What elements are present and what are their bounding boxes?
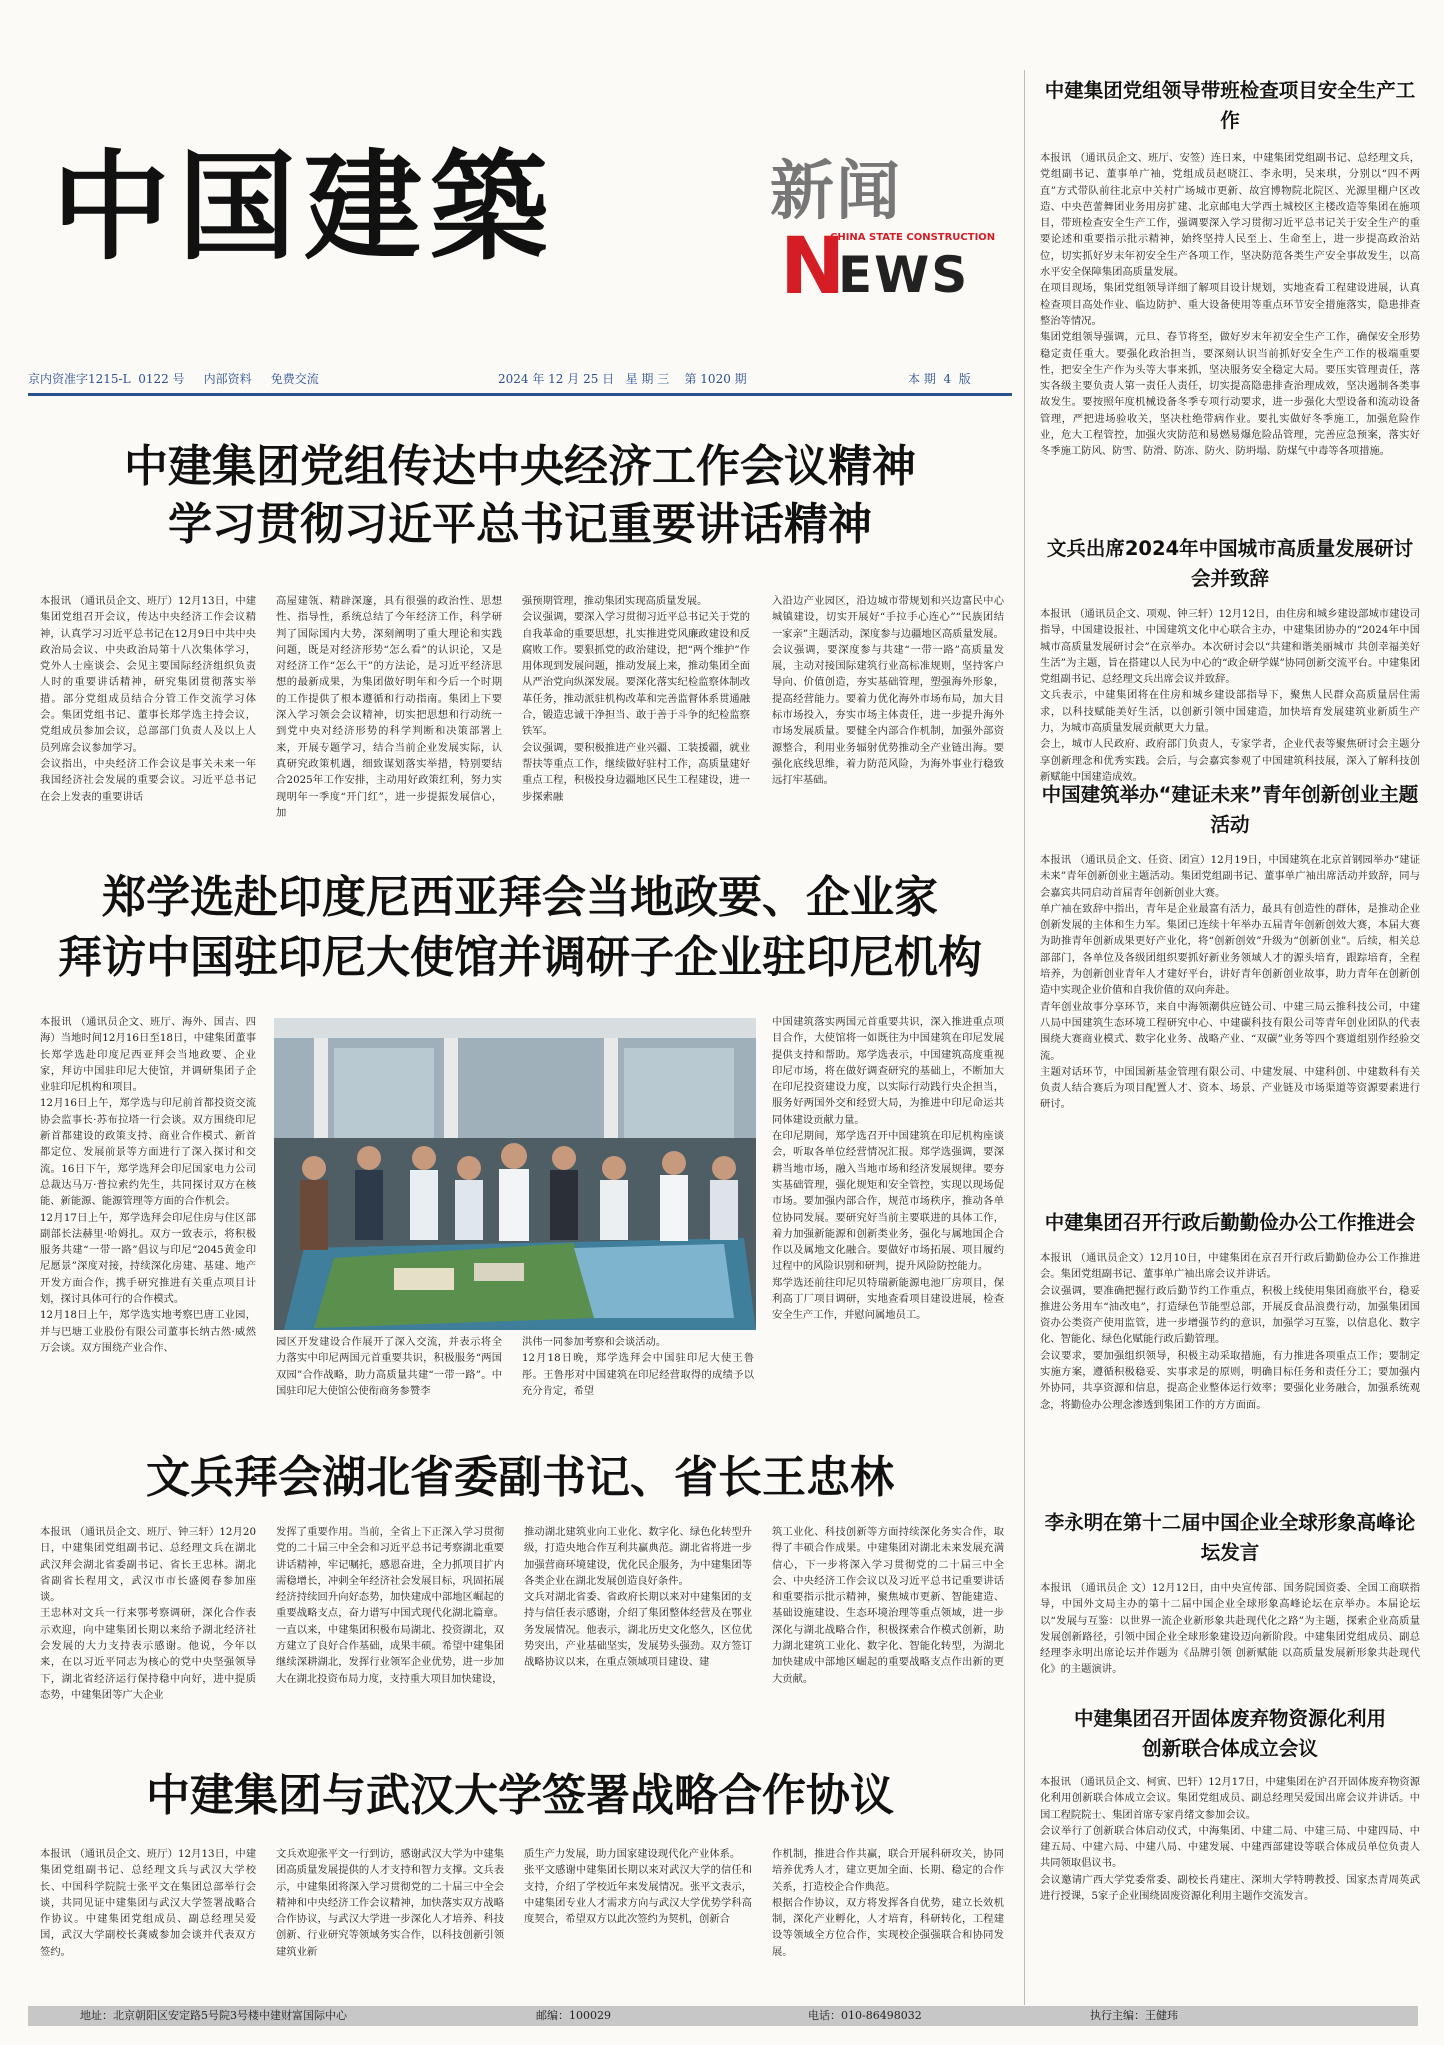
r4-body: 本报讯 （通讯员企文）12月10日，中建集团在京召开行政后勤勤俭办公工作推进会。集团党组副书记、董事单广袖出席会议并讲话。 会议强调，要准确把握行政后勤节约工作重点，积极上线使用集团商旅平台，稳妥推进公务用车“油改电”，打造绿色节能型总部，开展反食品浪费行动，加强集团国资办公类资产使用监管，进一步增强节约的意识，加强学习互鉴，以信息化、数字化、智能化、绿色化赋能行政后勤管理。 会议要求，要加强组织领导，积极主动采取措施，有力推进各项重点工作；要制定实施方案，遵循积极稳妥、实事求是的原则，明确目标任务和责任分工；要加强内外协同，共享资源和信息，提高企业整体运行效率；要强化业务融合，加强系统观念，将勤俭办公理念渗透到集团工作的方方面面。 (1040, 1252, 1420, 1411)
a2-col4 (772, 1014, 1004, 1406)
a3-col4-text: 筑工业化、科技创新等方面持续深化务实合作，取得了丰硕合作成果。中建集团对湖北未来发展充满信心，下一步将深入学习贯彻党的二十届三中全会、中央经济工作会议以及习近平总书记重要讲话和重要指示批示精神，聚焦城市更新、智能建造、基础设施建设、生态环境治理等重点领域，进一步深化与湖北战略合作，积极探索合作模式创新，助力湖北建筑工业化、数字化、智能化转型，为湖北加快建成中部地区崛起的重要战略支点作出新的更大贡献。 (772, 1526, 1004, 1685)
a1-title-line1: 中建集团党组传达中央经济工作会议精神 (124, 441, 916, 492)
masthead-title-text: 中国建築 (52, 138, 557, 276)
a1-col2 (276, 593, 502, 819)
info-left: 京内资准字1215-L 0122 号 内部资料 免费交流 (28, 372, 319, 386)
masthead-xinwen: 新闻 (770, 154, 902, 229)
masthead-title (52, 138, 652, 278)
a1-col3-text: 强预期管理，推动集团实现高质量发展。 会议强调，要深入学习贯彻习近平总书记关于党的自我革命的重要思想，扎实推进党风廉政建设和反腐败工作。要狠抓党的政治建设，把“两个维护”作用体现到发展问题，推动发展上来，推动集团全面从严治党向纵深发展。要深化落实纪检监察体制改革任务，推动派驻机构改革和完善监督体系贯通融合，锻造忠诚干净担当、敢于善于斗争的纪检监察铁军。 会议强调，要积极推进产业兴疆、工装援疆，就业帮扶等重点工作，继续做好驻村工作，高质量建好重点工程，积极投身边疆地区民生工程建设，进一步探索融 (522, 595, 750, 803)
right-article-4 (1040, 1208, 1420, 1498)
a4-col4 (772, 1846, 1004, 1986)
right-article-6 (1040, 1704, 1420, 1996)
footer-bar (28, 2006, 1418, 2026)
masthead-rule (28, 393, 1012, 396)
a2-title-line2: 拜访中国驻印尼大使馆并调研子企业驻印尼机构 (58, 932, 982, 983)
r6-body: 本报讯 （通讯员企文、柯寅、巴轩）12月17日，中建集团在沪召开固体废弃物资源化利用创新联合体成立会议。集团党组成员、副总经理吴爱国出席会议并讲话。中国工程院院士、集团首席专家肖绪文参加会议。 会议举行了创新联合体启动仪式，中海集团、中建二局、中建三局、中建四局、中建五局、中建六局、中建八局、中建发展、中建西部建设等联合体成员单位负责人共同领取倡议书。 会议邀请广西大学党委常委、副校长肖建庄、深圳大学特聘教授、国家杰青周英武进行授课，5家子企业围绕固废资源化利用主题作交流发言。 (1040, 1776, 1420, 1903)
a2-headline (28, 868, 1012, 988)
right-article-2 (1040, 534, 1420, 783)
r6-title-line1: 中建集团召开固体废弃物资源化利用 (1073, 1707, 1386, 1730)
a3-headline: 文兵拜会湖北省委副书记、省长王忠林 (146, 1452, 894, 1503)
r3-headline: 中国建筑举办“建证未来”青年创新创业主题活动 (1041, 783, 1419, 836)
a4-col2 (276, 1846, 504, 1986)
a4-col1 (40, 1846, 256, 1986)
a1-col1 (40, 593, 256, 813)
masthead-info-bar (28, 370, 1008, 390)
a4-col3-text: 质生产力发展，助力国家建设现代化产业体系。 张平文感谢中建集团长期以来对武汉大学的信任和支持，介绍了学校近年来发展情况。张平文表示，中建集团专业人才需求方向与武汉大学优势学科高度契合，希望双方以此次签约为契机，创新合 (524, 1848, 752, 1926)
right-article-5 (1040, 1508, 1420, 1684)
masthead-en: CHINA STATE CONSTRUCTION (830, 232, 996, 243)
a4-col4-text: 作机制，推进合作共赢，联合开展科研攻关，协同培养优秀人才，建立更加全面、长期、稳定的合作关系，打造校企合作典范。 根据合作协议，双方将发挥各自优势，建立长效机制，深化产业孵化，人才培育，科研转化，工程建设等领域全方位合作，实现校企强强联合和协同发展。 (772, 1848, 1004, 1958)
a4-col2-text: 文兵欢迎张平文一行到访，感谢武汉大学为中建集团高质量发展提供的人才支持和智力支撑。文兵表示，中建集团将深入学习贯彻党的二十届三中全会精神和中央经济工作会议精神，加快落实双方战略合作协议，与武汉大学进一步深化人才培养、科技创新、行业研究等领域务实合作，以科技创新引领建筑业新 (276, 1848, 504, 1958)
info-pages: 本 期 4 版 (908, 372, 971, 386)
footer-phone: 电话：010-86498032 (808, 2009, 922, 2022)
a4-col1-text: 本报讯 （通讯员企文、班厅）12月13日，中建集团党组副书记、总经理文兵与武汉大学校长、中国科学院院士张平文在集团总部举行会谈，共同见证中建集团与武汉大学签署战略合作协议。中建集团党组成员、副总经理吴爱国，武汉大学副校长龚威参加会谈并代表双方签约。 (40, 1848, 256, 1958)
a1-col4-text: 入沿边产业园区，沿边城市带规划和兴边富民中心城镇建设，切实开展好“手拉手心连心”“民族团结一家亲”主题活动，深度参与边疆地区高质量发展。 会议强调，要深度参与共建“一带一路”高质量发展，主动对接国际建筑行业高标准规则，坚持客户导向、价值创造，夯实基础管理，塑强海外形象，提高经营能力。要着力优化海外市场布局，加大目标市场投入，夯实市场主体责任，进一步提升海外市场发展质量。要健全内部合作机制，加强外部资源整合，利用业务辐射优势推动全产业链出海。要强化底线思维，着力防范风险，为海外事业行稳致远打牢基础。 (772, 595, 1004, 787)
a2-col1-text: 本报讯 （通讯员企文、班厅、海外、国吉、四海）当地时间12月16日至18日，中建集团董事长郑学选赴印度尼西亚拜会当地政要、企业家，拜访中国驻印尼大使馆，并调研集团子企业驻印尼机构和项目。 12月16日上午，郑学选与印尼前首都投资交流协会监事长·苏布拉塔一行会谈。双方围绕印尼新首都建设的政策支持、商业合作模式、新首都定位、发展前景等方面进行了深入探讨和交流。16日下午，郑学选拜会印尼国家电力公司总裁达马万·普拉索约先生，共同探讨双方在核能、新能源、能源管理等方面的合作机会。 12月17日上午，郑学选拜会印尼住房与住区部副部长法赫里·哈姆扎。双方一致表示，将积极服务共建“一带一路”倡议与印尼“2045黄金印尼愿景”深度对接，持续深化房建、基建、地产开发方面合作，携手研究推进有关重点项目计划，探讨具体可行的合作模式。 12月18日上午，郑学选实地考察巴唐工业园，并与巴塘工业股份有限公司董事长纳古然·威然万会谈。双方围绕产业合作、 (40, 1016, 256, 1354)
a2-caption (276, 1334, 502, 1406)
r1-body: 本报讯 （通讯员企文、班厅、安签）连日来，中建集团党组副书记、总经理文兵，党组副书记、董事单广袖，党组成员赵晓江、李永明，吴来琪，分别以“四不两直”方式带队前往北京中关村广场城市更新、故宫博物院北院区、光源里棚户区改造、中央芭蕾舞团业务用房扩建、北京邮电大学西土城校区主楼改造等集团在施项目，带班检查安全生产工作，强调要深入学习贯彻习近平总书记关于安全生产的重要论述和重要指示批示精神，始终坚持人民至上、生命至上，进一步提高政治站位，切实抓好岁末年初安全生产各项工作，坚决防范各类生产安全事故发生，以高水平安全保障集团高质量发展。 在项目现场，集团党组领导详细了解项目设计规划，实地查看工程建设进展，认真检查项目高处作业、临边防护、重大设备使用等重点环节安全措施落实，隐患排查整治等情况。 集团党组领导强调，元旦、春节将至，做好岁末年初安全生产工作，确保安全形势稳定责任重大。要强化政治担当，要深刻认识当前抓好安全生产工作的极端重要性，把安全生产作为头等大事来抓，坚决服务安全稳定大局。要压实管理责任，落实各级主要负责人第一责任人责任，切实提高隐患排查治理成效，坚决遏制各类事故发生。要按照年度机械设备冬季专项行动要求，进一步强化大型设备和流动设备管理，严把进场验收关，坚决杜绝带病作业。要扎实做好冬季施工，加强危险作业，危大工程管控，加强火灾防范和易燃易爆危险品管理，完善应急预案，落实好冬季施工防风、防雪、防滑、防冻、防火、防坍塌、防煤气中毒等各项措施。 (1040, 152, 1420, 458)
footer-postcode: 邮编：100029 (536, 2009, 611, 2022)
a2-caption-text: 园区开发建设合作展开了深入交流，并表示将全力落实中印尼两国元首重要共识，积极服务“两国双园”合作战略，助力高质量共建“一带一路”。中国驻印尼大使馆公使衔商务参赞李 (276, 1336, 502, 1397)
news-rest-letters: EWS (838, 246, 970, 304)
r5-body: 本报讯 （通讯员企 文）12月12日，由中央宣传部、国务院国资委、全国工商联指导，中国外文局主办的第十二届中国企业全球形象高峰论坛在京举办。本届论坛以“发展与互鉴：以世界一流企业新形象共赴现代化之路”为主题，探索企业高质量发展创新路径，引领中国企业全球形象建设迈向新阶段。中建集团党组成员、副总经理李永明出席论坛并作题为《品牌引领 创新赋能 以高质量发展新形象共赴现代化》的主题演讲。 (1040, 1582, 1420, 1676)
r2-body: 本报讯 （通讯员企文、项观、钟三轩）12月12日，由住房和城乡建设部城市建设司指导，中国建设报社、中国建筑文化中心联合主办，中建集团协办的“2024年中国城市高质量发展研讨会”在京举办。本次研讨会以“共建和谐美丽城市 共创幸福美好生活”为主题，旨在搭建以人民为中心的“政企研学媒”协同创新交流平台。中建集团党组副书记、总经理文兵出席会议并致辞。 文兵表示，中建集团将在住房和城乡建设部指导下，聚焦人民群众高质量居住需求，以科技赋能美好生活，以创新引领中国建造，加快培育发展建筑业新质生产力，为城市高质量发展贡献更大力量。 会上，城市人民政府、政府部门负责人，专家学者，企业代表等聚焦研讨会主题分享创新理念和优秀实践。会后，与会嘉宾参观了中国建筑科技展，深入了解科技创新赋能中国建造成效。 (1040, 608, 1420, 783)
r6-headline (1040, 1704, 1420, 1764)
footer-address: 地址：北京朝阳区安定路5号院3号楼中建财富国际中心 (80, 2009, 347, 2022)
info-date: 2024 年 12 月 25 日 星 期 三 第 1020 期 (498, 372, 747, 386)
r5-headline: 李永明在第十二届中国企业全球形象高峰论坛发言 (1044, 1511, 1416, 1564)
a2-col2b-text: 洪伟一同参加考察和会谈活动。 12月18日晚，郑学选拜会中国驻印尼大使王鲁彤。王鲁彤对中国建筑在印尼经营取得的成绩予以充分肯定，希望 (522, 1336, 754, 1397)
a1-col4 (772, 593, 1004, 813)
a4-col3 (524, 1846, 752, 1986)
a1-col2-text: 高屋建瓴、精辟深邃，具有很强的政治性、思想性、指导性，系统总结了今年经济工作，科学研判了国际国内大势，深刻阐明了重大理论和实践问题，既是对经济形势“怎么看”的认识论，又是对经济工作“怎么干”的方法论，是习近平经济思想的最新成果，为集团做好明年和今后一个时期的工作提供了根本遵循和行动指南。集团上下要深入学习领会会议精神，切实把思想和行动统一到党中央对经济形势的科学判断和决策部署上来，开展专题学习，结合当前企业发展实际，认真研究政策机遇，细致谋划落实举措，特别要结合2025年工作安排，主动用好政策红利，努力实现明年一季度“开门红”，进一步提振发展信心，加 (276, 595, 502, 819)
a3-col1 (40, 1524, 256, 1738)
right-article-1 (1040, 76, 1420, 506)
a1-headline (28, 438, 1012, 554)
a3-col3 (524, 1524, 752, 1738)
r4-headline: 中建集团召开行政后勤勤俭办公工作推进会 (1044, 1211, 1416, 1234)
photo-illustration (274, 1018, 756, 1330)
a2-col4-text: 中国建筑落实两国元首重要共识，深入推进重点项目合作，大使馆将一如既往为中国建筑在印尼发展提供支持和帮助。郑学选表示，中国建筑高度重视印尼市场，将在做好调查研究的基础上，不断加大在印尼投资建设力度，以实际行动践行央企担当，服务好两国外交和经贸大局，为推进中印尼命运共同体建设贡献力量。 在印尼期间，郑学选召开中国建筑在印尼机构座谈会，听取各单位经营情况汇报。郑学选强调，要深耕当地市场，融入当地市场和经济发展规律。要夯实基础管理，强化规矩和安全管控，实现以现场促市场。要加强内部合作，规范市场秩序，推动各单位协同发展。要研究好当前主要联进的具体工作，着力加强新能源和创新类业务，强化与属地国企合作以及属地文化融合。要做好市场拓展、项目履约过程中的风险识别和研判，提升风险防控能力。 郑学选还前往印尼贝特瑞新能源电池厂房项目，保利高丁厂项目调研，实地查看项目建设进展，检查安全生产工作，并慰问属地员工。 (772, 1016, 1004, 1322)
a2-col2b (522, 1334, 754, 1406)
r3-body: 本报讯 （通讯员企文、任资、团宣）12月19日，中国建筑在北京首钢园举办“建证未来”青年创新创业主题活动。集团党组副书记、董事单广袖出席活动并致辞，同与会嘉宾共同启动首届青年创新创业大赛。 单广袖在致辞中指出，青年是企业最富有活力，最具有创造性的群体，是推动企业创新发展的主体和生力军。集团已连续十年举办五届青年创新创效大赛，本届大赛为助推青年创新成果更好产业化，将“创新创效”升级为“创新创业”。后续，相关总部部门，各单位及各级团组织要抓好新业务领域人才的源头培育，跟踪培育，全程培养，为创新创业青年人才建好平台，讲好青年创新创业故事，助力青年在创新创造中实现企业价值和自我价值的双向奔赴。 青年创业故事分享环节，来自中海领潮供应链公司、中建三局云推科技公司，中建八局中国建筑生态环境工程研究中心、中建碳科技有限公司等青年创业团队的代表围绕大赛商业模式、数字化业务、战略产业、“双碳”业务等四个赛道组别作经验交流。 主题对话环节，中国国新基金管理有限公司、中建发展、中建科创、中建数科有关负责人结合赛后为项目配置人才、资本、场景、产业链及市场渠道等资源要素进行研讨。 (1040, 854, 1420, 1111)
r1-headline: 中建集团党组领导带班检查项目安全生产工作 (1044, 79, 1416, 132)
a3-col3-text: 推动湖北建筑业向工业化、数字化、绿色化转型升级，打造央地合作互利共赢典范。湖北省将进一步加强营商环境建设，优化民企服务，为中建集团等各类企业在湖北发展创造良好条件。 文兵对湖北省委、省政府长期以来对中建集团的支持与信任表示感谢，介绍了集团整体经营及在鄂业务发展情况。他表示，湖北历史文化悠久，区位优势突出，产业基础坚实，发展势头强劲。双方签订战略协议以来，在重点领域项目建设、建 (524, 1526, 752, 1669)
a1-title-line2: 学习贯彻习近平总书记重要讲话精神 (168, 499, 872, 550)
a3-col2 (276, 1524, 504, 1738)
footer-editor: 执行主编：王健玮 (1090, 2009, 1178, 2022)
a2-col1 (40, 1014, 256, 1406)
a3-col4 (772, 1524, 1004, 1738)
a1-col3 (522, 593, 750, 813)
a3-col2-text: 发挥了重要作用。当前，全省上下正深入学习贯彻党的二十届三中全会和习近平总书记考察湖北重要讲话精神，牢记嘱托，感恩奋进，全力抓项目扩内需稳增长，冲刺全年经济社会发展目标，巩固拓展经济持续回升向好态势，加快建成中部地区崛起的重要战略支点，奋力谱写中国式现代化湖北篇章。一直以来，中建集团积极布局湖北、投资湖北，双方建立了良好合作基础，成果丰硕。希望中建集团继续深耕湖北，发挥行业领军企业优势，进一步加大在湖北投资布局力度，支持重大项目加快建设， (276, 1526, 504, 1685)
masthead-news-logo (780, 222, 1000, 312)
news-n-letter: N (780, 222, 846, 312)
right-article-3 (1040, 780, 1420, 1190)
a2-title-line1: 郑学选赴印度尼西亚拜会当地政要、企业家 (102, 872, 938, 923)
a3-col1-text: 本报讯 （通讯员企文、班厅、钟三轩）12月20日，中建集团党组副书记、总经理文兵在湖北武汉拜会湖北省委副书记、省长王忠林。湖北省副省长程用文，武汉市市长盛阅春参加座谈。 王忠林对文兵一行来鄂考察调研，深化合作表示欢迎，向中建集团长期以来给予湖北经济社会发展的大力支持表示感谢。他说，今年以来，在以习近平同志为核心的党中央坚强领导下，湖北省经济运行保持稳中向好，进中提质态势，中建集团等广大企业 (40, 1526, 256, 1701)
a1-col1-text: 本报讯 （通讯员企文、班厅）12月13日，中建集团党组召开会议，传达中央经济工作会议精神，认真学习习近平总书记在12月9日中共中央政治局会议、中央政治局第十八次集体学习，党外人士座谈会、会见主要国际经济组织负责人时的重要讲话精神，研究集团贯彻落实举措。部分党组成员结合分管工作交流学习体会。集团党组书记、董事长郑学选主持会议，党组成员参加会议，总部部门负责人及以上人员列席会议参加学习。 会议指出，中央经济工作会议是事关未来一年我国经济社会发展的重要会议。习近平总书记在会上发表的重要讲话 (40, 595, 256, 803)
r6-title-line2: 创新联合体成立会议 (1142, 1737, 1318, 1760)
article-photo (274, 1018, 756, 1330)
column-divider (1024, 70, 1025, 2005)
a4-headline: 中建集团与武汉大学签署战略合作协议 (146, 1770, 894, 1821)
r2-headline: 文兵出席2024年中国城市高质量发展研讨会并致辞 (1046, 537, 1414, 590)
